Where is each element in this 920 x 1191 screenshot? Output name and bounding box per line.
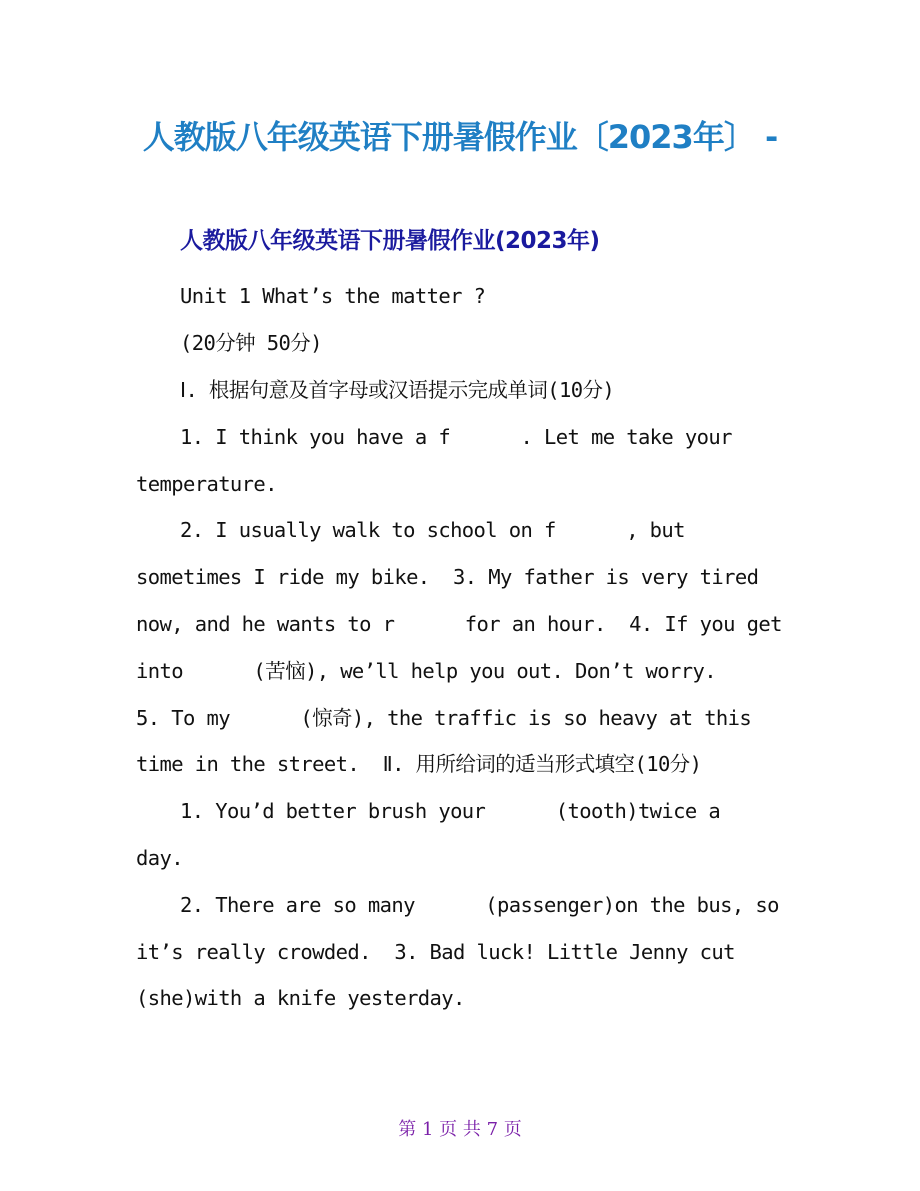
question-line: 1. I think you have a f . Let me take your (180, 425, 732, 449)
question-line: temperature. (136, 472, 277, 496)
time-score-note: (20分钟 50分) (180, 331, 322, 355)
question-line: sometimes I ride my bike. 3. My father is very tired (136, 565, 759, 589)
question-line: time in the street. Ⅱ. 用所给词的适当形式填空(10分) (136, 752, 702, 776)
subtitle: 人教版八年级英语下册暑假作业(2023年) (180, 228, 600, 254)
question-line: into (苦恼), we’ll help you out. Don’t worry. (136, 659, 716, 683)
question-line: 2. There are so many (passenger)on the bus, so (180, 893, 779, 917)
question-line: 5. To my (惊奇), the traffic is so heavy at this (136, 706, 752, 730)
question-line: 2. I usually walk to school on f , but (180, 518, 685, 542)
question-line: (she)with a knife yesterday. (136, 986, 465, 1010)
unit-heading: Unit 1 What’s the matter ? (180, 284, 486, 308)
question-line: day. (136, 846, 183, 870)
question-line: now, and he wants to r for an hour. 4. If you get (136, 612, 782, 636)
page-title: 人教版八年级英语下册暑假作业〔2023年〕 - (142, 118, 778, 156)
section-1-heading: Ⅰ. 根据句意及首字母或汉语提示完成单词(10分) (180, 378, 615, 402)
question-line: it’s really crowded. 3. Bad luck! Little Jenny cut (136, 940, 735, 964)
page-footer: 第 1 页 共 7 页 (398, 1119, 522, 1140)
question-line: 1. You’d better brush your (tooth)twice a (180, 799, 721, 823)
